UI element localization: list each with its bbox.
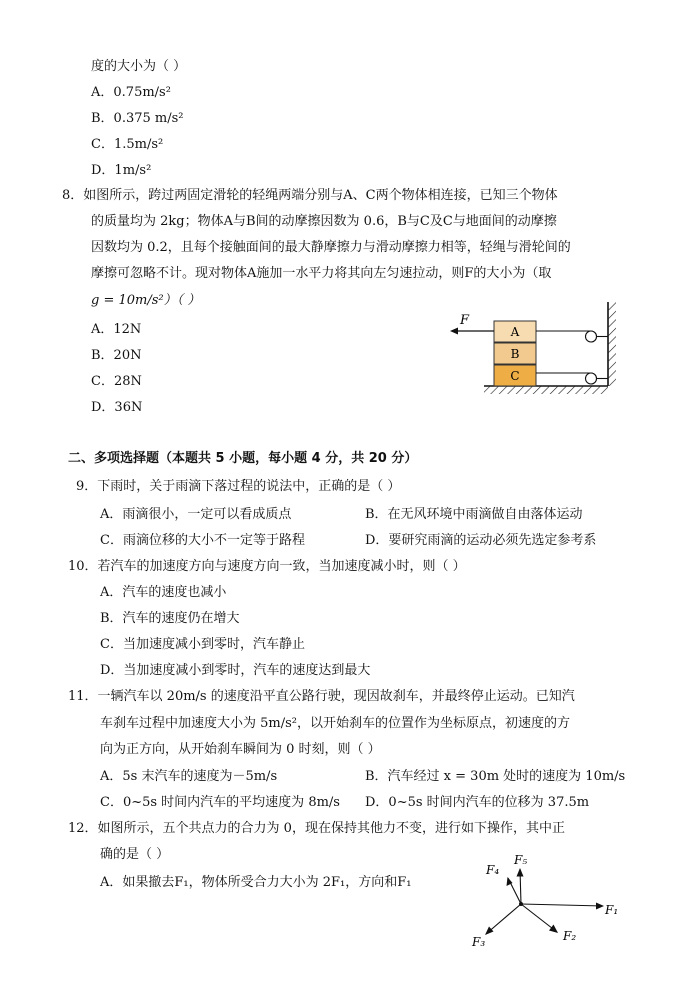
q9-option-c: C．雨滴位移的大小不一定等于路程 <box>100 533 305 548</box>
block-c-label: C <box>510 369 520 383</box>
force-f5-head <box>517 868 524 877</box>
force-f3-head <box>485 927 494 936</box>
q8-stem-line1: 如图所示，跨过两固定滑轮的轻绳两端分别与A、C两个物体相连接，已知三个物体 <box>83 188 558 203</box>
q7-stem-tail: 度的大小为（ ） <box>91 59 187 74</box>
q8-option-d: D．36N <box>91 400 143 415</box>
force-label: F <box>460 313 470 328</box>
q12-option-a: A．如果撤去F₁，物体所受合力大小为 2F₁，方向和F₁ <box>100 875 412 890</box>
q12-figure <box>468 852 628 952</box>
q10-option-b: B．汽车的速度仍在增大 <box>100 611 240 626</box>
q8-stem-line4: 摩擦可忽略不计。现对物体A施加一水平力将其向左匀速拉动，则F的大小为（取 <box>91 266 552 281</box>
q12-number: 12． <box>68 821 98 836</box>
q11-option-b: B．汽车经过 x = 30m 处时的速度为 10m/s <box>365 769 626 784</box>
q9-option-b: B．在无风环境中雨滴做自由落体运动 <box>365 507 583 522</box>
q8-stem-line5: g = 10m/s²）（ ） <box>91 293 201 308</box>
q10-option-c: C．当加速度减小到零时，汽车静止 <box>100 637 305 652</box>
q11-option-d: D．0~5s 时间内汽车的位移为 37.5m <box>365 795 590 810</box>
q10-option-a: A．汽车的速度也减小 <box>100 585 227 600</box>
q8-option-a: A．12N <box>91 322 142 337</box>
force-arrow-head <box>450 328 458 335</box>
q12-stem-line2: 确的是（ ） <box>100 847 170 862</box>
q8-option-c: C．28N <box>91 374 142 389</box>
q9-option-a: A．雨滴很小，一定可以看成质点 <box>100 507 292 522</box>
q11-stem-line3: 向为正方向，从开始刹车瞬间为 0 时刻，则（ ） <box>100 742 381 757</box>
q9-first-line <box>76 478 400 496</box>
block-a-label: A <box>510 325 520 339</box>
wall-hatch <box>608 302 616 386</box>
q7-option-c: C．1.5m/s² <box>91 137 164 152</box>
q10-number: 10． <box>68 559 98 574</box>
q10-option-d: D．当加速度减小到零时，汽车的速度达到最大 <box>100 663 371 678</box>
q7-option-b: B．0.375 m/s² <box>91 111 184 126</box>
pulley-top <box>586 331 597 342</box>
force-f3-label: F₃ <box>472 935 486 949</box>
q8-figure <box>440 300 630 400</box>
q7-option-a: A．0.75m/s² <box>91 85 171 100</box>
force-f1-line <box>521 904 603 906</box>
q11-number: 11． <box>68 689 98 704</box>
q11-option-c: C．0~5s 时间内汽车的平均速度为 8m/s <box>100 795 340 810</box>
ground-hatch <box>484 386 608 394</box>
force-f1-head <box>596 903 604 910</box>
force-f2-label: F₂ <box>563 929 577 943</box>
q11-stem-line1: 一辆汽车以 20m/s 的速度沿平直公路行驶，现因故刹车，并最终停止运动。已知汽 <box>97 689 575 704</box>
q11-first-line <box>68 688 575 706</box>
q8-first-line <box>62 187 558 205</box>
q8-option-b: B．20N <box>91 348 142 363</box>
q11-option-a: A．5s 末汽车的速度为－5m/s <box>100 769 278 784</box>
pulley-bottom <box>586 373 597 384</box>
q12-first-line <box>68 820 565 838</box>
q9-stem: 下雨时，关于雨滴下落过程的说法中，正确的是（ ） <box>97 479 401 494</box>
section-title: 二、多项选择题（本题共 5 小题，每小题 4 分，共 20 分） <box>68 451 418 466</box>
force-f4-label: F₄ <box>486 863 500 877</box>
block-b-label: B <box>510 347 520 361</box>
q11-stem-line2: 车刹车过程中加速度大小为 5m/s²，以开始刹车的位置作为坐标原点，初速度的方 <box>100 716 570 731</box>
force-f2-head <box>549 925 558 934</box>
q8-stem-line2: 的质量均为 2kg；物体A与B间的动摩擦因数为 0.6，B与C及C与地面间的动摩擦 <box>91 214 557 229</box>
force-f5-label: F₅ <box>514 853 528 867</box>
concurrent-point <box>519 902 523 906</box>
q8-stem-line3: 因数均为 0.2，且每个接触面间的最大静摩擦力与滑动摩擦力相等，轻绳与滑轮间的 <box>91 240 571 255</box>
q12-stem-line1: 如图所示，五个共点力的合力为 0，现在保持其他力不变，进行如下操作，其中正 <box>97 821 565 836</box>
q8-number: 8． <box>62 188 84 203</box>
q9-number: 9． <box>76 479 98 494</box>
force-f1-label: F₁ <box>605 903 619 917</box>
q10-first-line <box>68 558 466 576</box>
q9-option-d: D．要研究雨滴的运动必须先选定参考系 <box>365 533 597 548</box>
q7-option-d: D．1m/s² <box>91 163 152 178</box>
q10-stem: 若汽车的加速度方向与速度方向一致，当加速度减小时，则（ ） <box>97 559 466 574</box>
